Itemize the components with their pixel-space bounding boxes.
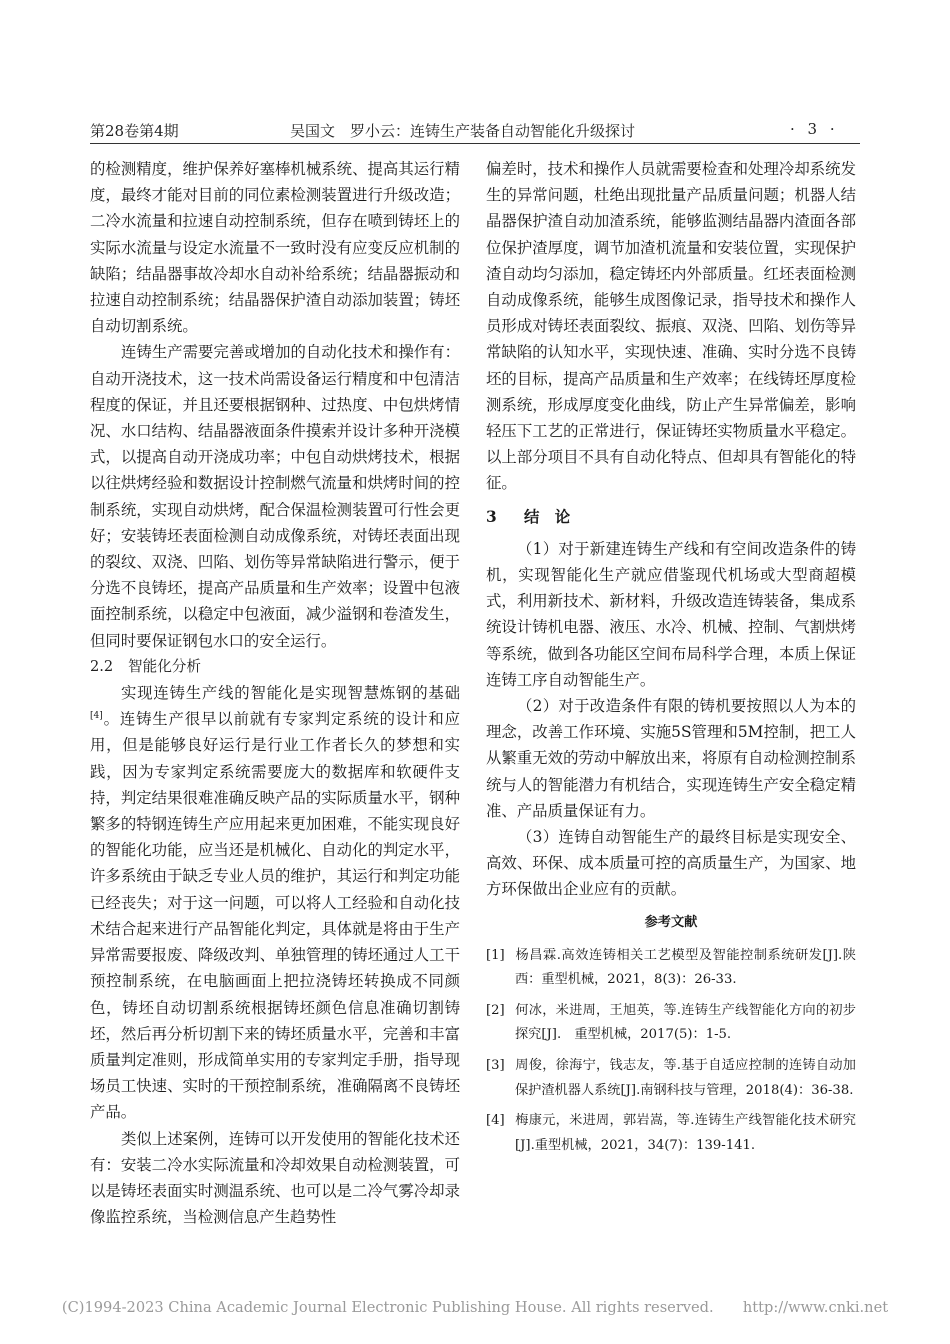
running-title: 吴国文 罗小云：连铸生产装备自动智能化升级探讨: [290, 122, 636, 140]
right-column: [486, 156, 856, 1164]
left-column: [90, 156, 460, 1230]
reference-text: 杨昌霖.高效连铸相关工艺模型及智能控制系统研发[J].陕西：重型机械，2021，8(3)：26-33.: [515, 947, 856, 988]
section-heading: [486, 504, 856, 530]
reference-text: 周俊，徐海宁，钱志友，等.基于自适应控制的连铸自动加保护渣机器人系统[J].南钢科技与管理，2018(4)：36-38.: [515, 1058, 856, 1098]
reference-item: [486, 944, 856, 993]
paragraph: 类似上述案例，连铸可以开发使用的智能化技术还有：安装二冷水实际流量和冷却效果自动检测装置，可以是铸坯表面实时测温系统、也可以是二冷气雾冷却录像监控系统，当检测信息产生趋势性: [90, 1129, 460, 1227]
reference-item: [486, 999, 856, 1048]
page-number: · 3 ·: [790, 120, 839, 138]
paragraph: 连铸生产需要完善或增加的自动化技术和操作有：自动开浇技术，这一技术尚需设备运行精度和中包清洁程度的保证，并且还要根据钢种、过热度、中包烘烤情况、水口结构、结晶器液面条件摸索并设计多种开浇模式，以提高自动开浇成功率；中包自动烘烤技术，根据以往烘烤经验和数据设计控制燃气流量和烘烤时间的控制系统，实现自动烘烤，配合保温检测装置可行性会更好；安装铸坯表面检测自动成像系统，对铸坯表面出现的裂纹、双浇、凹陷、划伤等异常缺陷进行警示，便于分选不良铸坯，提高产品质量和生产效率；设置中包液面控制系统，以稳定中包液面，减少溢钢和卷渣发生，但同时要保证钢包水口的安全运行。: [90, 343, 460, 650]
reference-item: [486, 1109, 856, 1158]
subsection-title: 智能化分析: [128, 657, 201, 675]
header-rule: [90, 143, 860, 144]
reference-number: [2]: [486, 1002, 505, 1018]
subsection-heading: [90, 654, 460, 680]
paragraph: 的检测精度，维护保养好塞棒机械系统、提高其运行精度，最终才能对目前的同位素检测装置进行升级改造；二冷水流量和拉速自动控制系统，但存在喷到铸坯上的实际水流量与设定水流量不一致时没有应变反应机制的缺陷；结晶器事故冷却水自动补给系统；结晶器振动和拉速自动控制系统；结晶器保护渣自动添加装置；铸坯自动切割系统。: [90, 160, 460, 336]
reference-item: [486, 1054, 856, 1103]
paragraph-text: 。连铸生产很早以前就有专家判定系统的设计和应用，但是能够良好运行是行业工作者长久的梦想和实践，因为专家判定系统需要庞大的数据库和软硬件支持，判定结果很难准确反映产品的实际质量水平，钢种繁多的特钢连铸生产应用起来更加困难，不能实现良好的智能化功能，应当还是机械化、自动化的判定水平，许多系统由于缺乏专业人员的维护，其运行和判定功能已经丧失；对于这一问题，可以将人工经验和自动化技术结合起来进行产品智能化判定，具体就是将由于生产异常需要报废、降级改判、单独管理的铸坯通过人工干预控制系统，在电脑画面上把拉浇铸坯转换成不同颜色，铸坯自动切割系统根据铸坯颜色信息准确切割铸坯，然后再分析切割下来的铸坯质量水平，完善和丰富质量判定准则，形成简单实用的专家判定手册，指导现场员工快速、实时的干预控制系统，准确隔离不良铸坯产品。: [90, 710, 460, 1122]
conclusion-item: （2）对于改造条件有限的铸机要按照以人为本的理念，改善工作环境、实施5S管理和5M控制，把工人从繁重无效的劳动中解放出来，将原有自动检测控制系统与人的智能潜力有机结合，实现连铸生产安全稳定精准、产品质量保证有力。: [486, 697, 856, 820]
conclusion-item: （3）连铸自动智能生产的最终目标是实现安全、高效、环保、成本质量可控的高质量生产，为国家、地方环保做出企业应有的贡献。: [486, 828, 856, 899]
copyright-footer: (C)1994-2023 China Academic Journal Electronic Publishing House. All rights reserved. http://www.cnki.net: [61, 1299, 889, 1316]
subsection-number: 2.2: [90, 657, 114, 675]
references-title: 参考文献: [644, 914, 698, 930]
journal-volume-issue: 第28卷第4期: [90, 122, 179, 140]
section-number: 3: [486, 507, 497, 526]
conclusion-item: （1）对于新建连铸生产线和有空间改造条件的铸机，实现智能化生产就应借鉴现代机场或大型商超模式，利用新技术、新材料，升级改造连铸装备，集成系统设计铸机电器、液压、水冷、机械、控制、气割烘烤等系统，做到各功能区空间布局科学合理，本质上保证连铸工序自动智能生产。: [486, 539, 856, 689]
section-title: 结 论: [524, 507, 571, 526]
paragraph-text: 实现连铸生产线的智能化是实现智慧炼钢的基础: [121, 684, 460, 703]
reference-number: [4]: [486, 1113, 505, 1129]
reference-text: 何冰，米进周，王旭英，等.连铸生产线智能化方向的初步探究[J]. 重型机械，2017(5)：1-5.: [515, 1002, 856, 1043]
paragraph: [90, 680, 460, 1125]
paragraph: 偏差时，技术和操作人员就需要检查和处理冷却系统发生的异常问题，杜绝出现批量产品质量问题；机器人结晶器保护渣自动加渣系统，能够监测结晶器内渣面各部位保护渣厚度，调节加渣机流量和安装位置，实现保护渣自动均匀添加，稳定铸坯内外部质量。红坯表面检测自动成像系统，能够生成图像记录，指导技术和操作人员形成对铸坯表面裂纹、振痕、双浇、凹陷、划伤等异常缺陷的认知水平，实现快速、准确、实时分选不良铸坯的目标，提高产品质量和生产效率；在线铸坯厚度检测系统，形成厚度变化曲线，防止产生异常偏差，影响轻压下工艺的正常进行，保证铸坯实物质量水平稳定。以上部分项目不具有自动化特点、但却具有智能化的特征。: [486, 160, 856, 493]
reference-text: 梅康元，米进周，郭岩嵩，等.连铸生产线智能化技术研究[J].重型机械，2021，34(7)：139-141.: [515, 1113, 856, 1153]
citation: [4]: [90, 711, 103, 722]
reference-number: [3]: [486, 1058, 505, 1074]
reference-number: [1]: [486, 947, 505, 963]
